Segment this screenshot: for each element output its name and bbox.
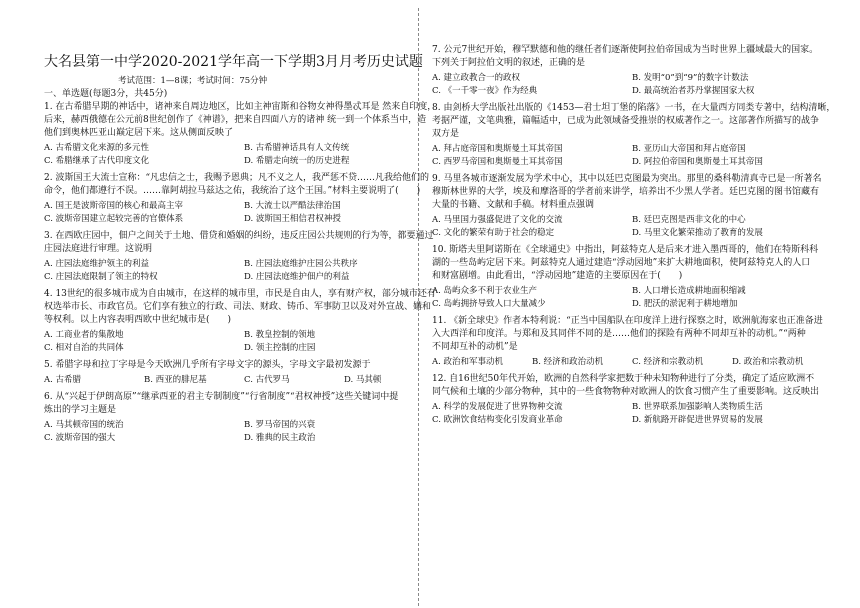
question-text-line: 穆斯林世界的大学，埃及和摩洛哥的学者前来讲学，培养出不少黑人学者。廷巴克图的图书馆藏有 [432, 187, 820, 197]
question-text-line: 他们到奥林匹亚山巅定居下来。这从侧面反映了 [44, 128, 234, 138]
left-question-list [44, 101, 444, 445]
options-group [44, 142, 444, 168]
answer-option: D. 领主控制的庄园 [244, 343, 316, 353]
answer-option: A. 岛屿众多不利于农业生产 [432, 286, 538, 296]
answer-option: A. 古希腊文化来源的多元性 [44, 143, 150, 153]
answer-option: D. 马其顿 [344, 375, 382, 385]
answer-option: C. 欧洲饮食结构变化引发商业革命 [432, 415, 563, 425]
question [44, 172, 444, 226]
answer-option: D. 雅典的民主政治 [244, 433, 316, 443]
options-group [432, 214, 832, 240]
question [432, 244, 832, 311]
right-column [432, 44, 836, 431]
answer-option: B. 教皇控制的领地 [244, 330, 316, 340]
question [44, 230, 444, 284]
options-group [432, 356, 832, 369]
options-group [44, 374, 444, 387]
answer-option: D. 希腊走向统一的历史进程 [244, 156, 350, 166]
question-text-line: 11. 《新全球史》作者本特利说：“正当中国船队在印度洋上进行探察之时，欧洲航海家也正准备进 [432, 316, 823, 326]
answer-option: D. 肥沃的淤泥利于耕地增加 [632, 299, 738, 309]
question-text-line: 不同却互补的动机”是 [432, 342, 518, 352]
options-group [432, 143, 832, 169]
right-question-list [432, 44, 836, 427]
answer-option: A. 马里国力强盛促进了文化的交流 [432, 215, 563, 225]
answer-option: C. 文化的繁荣有助于社会的稳定 [432, 228, 555, 238]
answer-option: D. 阿拉伯帝国和奥斯曼土耳其帝国 [632, 157, 763, 167]
answer-option: B. 亚历山大帝国和拜占庭帝国 [632, 144, 746, 154]
question-text-line: 后来，赫西俄德在公元前8世纪创作了《神谱》，把来自四面八方的诸神 统一到一个体系当中，造 [44, 115, 427, 125]
answer-option: B. 大流士以严酷法律治国 [244, 201, 341, 211]
answer-option: A. 政治和军事动机 [432, 357, 504, 367]
answer-option: C. 波斯帝国的强大 [44, 433, 116, 443]
answer-option: B. 廷巴克图是西非文化的中心 [632, 215, 746, 225]
question [44, 391, 444, 445]
options-group [44, 419, 444, 445]
options-group [44, 200, 444, 226]
question-text-line: 入大西洋和印度洋。与郑和及其同伴不同的是……他们的探险有两种不同却互补的动机。”“两种 [432, 329, 806, 339]
options-group [432, 401, 832, 427]
question-text-line: 4. 13世纪的很多城市成为自由城市，在这样的城市里，市民是自由人，享有财产权，部分城市还有 [44, 289, 436, 299]
question-text-line: 权选举市长、市政官员。它们享有独立的行政、司法、财政、铸币、军事防卫以及对外宣战、媾和 [44, 302, 432, 312]
question-text-line: 等权利。以上内容表明西欧中世纪城市是( ) [44, 315, 232, 325]
answer-option: D. 最高统治者苏丹掌握国家大权 [632, 86, 755, 96]
options-group [432, 285, 832, 311]
answer-option: B. 古希腊神话具有人文传统 [244, 143, 350, 153]
answer-option: C. 庄园法庭限制了领主的特权 [44, 272, 158, 282]
answer-option: A. 工商业者的集散地 [44, 330, 124, 340]
answer-option: A. 建立政教合一的政权 [432, 73, 521, 83]
question-text-line: 炼出的学习主题是 [44, 405, 117, 415]
options-group [432, 72, 832, 98]
answer-option: A. 拜占庭帝国和奥斯曼土耳其帝国 [432, 144, 563, 154]
question [44, 288, 444, 355]
answer-option: D. 波斯国王相信君权神授 [244, 214, 341, 224]
section-heading: 一、单选题(每题3分，共45分) [44, 89, 168, 99]
answer-option: C. 波斯帝国建立起较完善的官僚体系 [44, 214, 184, 224]
answer-option: B. 世界联系加强影响人类物质生活 [632, 402, 763, 412]
question-text-line: 2. 波斯国王大流士宣称：“凡忠信之士，我赐予恩典；凡不义之人，我严惩不贷……凡我给他们的 [44, 173, 430, 183]
answer-option: B. 罗马帝国的兴衰 [244, 420, 316, 430]
answer-option: B. 发明“0”到“9”的数字计数法 [632, 73, 749, 83]
answer-option: D. 新航路开辟促进世界贸易的发展 [632, 415, 763, 425]
question-text-line: 10. 斯塔夫里阿诺斯在《全球通史》中指出，阿兹特克人是后来才进入墨西哥的，他们在特斯科科 [432, 245, 819, 255]
question [432, 315, 832, 369]
question-text-line: 庄园法庭进行审理。这说明 [44, 244, 153, 254]
question-text-line: 9. 马里各城市逐渐发展为学术中心，其中以廷巴克图最为突出。那里的桑科勒清真寺已是一所著名 [432, 174, 822, 184]
question-text-line: 同气候和土壤的少部分物种，其中的一些食物物种对欧洲人的饮食习惯产生了重要影响。这反映出 [432, 387, 820, 397]
question-text-line: 考据严谨，文笔典雅，篇幅适中，已成为此领域备受推崇的权威著作之一。这部著作所描写的战争 [432, 116, 820, 126]
answer-option: A. 国王是波斯帝国的核心和最高主宰 [44, 201, 184, 211]
question-text-line: 双方是 [432, 129, 460, 139]
question-text-line: 6. 从“兴起于伊朗高原”“继承西亚的君主专制制度”“行省制度”“君权神授”这些关键词中提 [44, 392, 399, 402]
answer-option: C. 经济和宗教动机 [632, 357, 704, 367]
answer-option: D. 马里文化繁荣推动了教育的发展 [632, 228, 763, 238]
question [432, 173, 832, 240]
page-title: 大名县第一中学2020-2021学年高一下学期3月月考历史试题 [44, 54, 423, 70]
answer-option: A. 庄园法庭维护领主的利益 [44, 259, 150, 269]
question-text-line: 命令，他们都遵行不误。……靠阿胡拉马兹达之佑，我统治了这个王国。”材料主要说明了( ) [44, 186, 421, 196]
question-text-line: 下列关于阿拉伯文明的叙述，正确的是 [432, 58, 586, 68]
question-text-line: 5. 希腊字母和拉丁字母是今天欧洲几乎所有字母文字的源头，字母文字最初发源于 [44, 360, 371, 370]
answer-option: A. 古希腊 [44, 375, 82, 385]
question [432, 373, 832, 427]
question-text-line: 和财富剧增。由此看出，“浮动园地”建造的主要原因在于( ) [432, 271, 683, 281]
options-group [44, 329, 444, 355]
answer-option: C. 岛屿拥挤导致人口大量减少 [432, 299, 546, 309]
exam-meta: 考试范围：1—8课；考试时间：75分钟 [118, 76, 268, 86]
question-text-line: 3. 在西欧庄园中，佃户之间关于土地、借贷和婚姻的纠纷，违反庄园公共规则的行为等，都要通过 [44, 231, 434, 241]
answer-option: C. 西罗马帝国和奥斯曼土耳其帝国 [432, 157, 563, 167]
question [44, 101, 444, 168]
question [432, 44, 832, 98]
left-column [44, 88, 444, 449]
question-text-line: 湖的一些岛屿定居下来。阿兹特克人通过建造“浮动园地”来扩大耕地面积，使阿兹特克人的人口 [432, 258, 811, 268]
question [432, 102, 836, 169]
question [44, 359, 444, 387]
question-text-line: 12. 自16世纪50年代开始，欧洲的自然科学家把数于种未知物种进行了分类，确定了适应欧洲不 [432, 374, 815, 384]
answer-option: A. 科学的发展促进了世界物种交流 [432, 402, 563, 412]
question-text-line: 大量的书籍、文献和手稿。材料重点强调 [432, 200, 595, 210]
question-text-line: 8. 由剑桥大学出版社出版的《1453—君士坦丁堡的陷落》一书，在大量西方同类专著中，结构清晰， [432, 103, 836, 113]
answer-option: B. 人口增长造成耕地面积缩减 [632, 286, 746, 296]
answer-option: B. 西亚的腓尼基 [144, 375, 207, 385]
question-text-line: 1. 在古希腊早期的神话中，诸神来自周边地区，比如主神宙斯和谷物女神得墨忒耳是 然来自印度， [44, 102, 437, 112]
answer-option: C. 相对自治的共同体 [44, 343, 124, 353]
answer-option: B. 经济和政治动机 [532, 357, 604, 367]
question-text-line: 7. 公元7世纪开始，穆罕默德和他的继任者们逐渐使阿拉伯帝国成为当时世界上疆域最大的国家。 [432, 45, 819, 55]
answer-option: C. 希腊继承了古代印度文化 [44, 156, 150, 166]
answer-option: B. 庄园法庭维护庄园公共秩序 [244, 259, 358, 269]
answer-option: C. 《一千零一夜》作为经典 [432, 86, 538, 96]
answer-option: D. 庄园法庭维护佃户的利益 [244, 272, 350, 282]
answer-option: D. 政治和宗教动机 [732, 357, 804, 367]
answer-option: A. 马其顿帝国的统治 [44, 420, 124, 430]
options-group [44, 258, 444, 284]
answer-option: C. 古代罗马 [244, 375, 290, 385]
